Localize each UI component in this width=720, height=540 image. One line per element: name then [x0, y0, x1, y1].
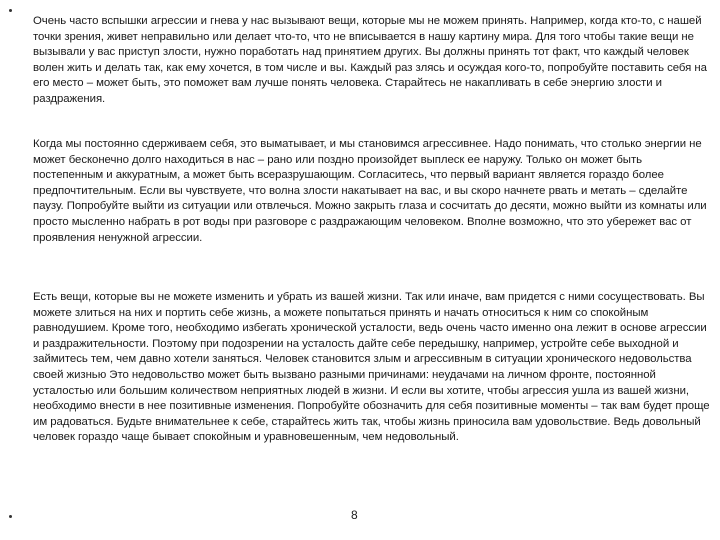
paragraph-3: Есть вещи, которые вы не можете изменить и убрать из вашей жизни. Так или иначе, вам придется с ними сосуществовать. Вы можете злиться на них и портить себе жизнь, а можете попытаться принять и начать относиться к ним со спокойным равнодушием. Кроме того, необходимо избегать хронической усталости, ведь очень часто именно она лежит в основе агрессии и раздражительности. Поэтому при подозрении на усталость дайте себе передышку, например, устройте себе выходной и займитесь тем, чем давно хотели заняться. Человек становится злым и агрессивным в ситуации хронического недовольства своей жизнью Это недовольство может быть вызвано разными причинами: неудачами на личном фронте, постоянной усталостью или большим количеством неприятных людей в жизни. И если вы хотите, чтобы агрессия ушла из вашей жизни, необходимо внести в нее позитивные изменения. Попробуйте обозначить для себя позитивные моменты – так вам будет проще им радоваться. Будьте внимательнее к себе, старайтесь жить так, чтобы жизнь приносила вам удовольствие. Ведь довольный человек гораздо чаще бывает спокойным и уравновешенным, чем недовольный.: [33, 291, 710, 444]
bullet-marker: [9, 515, 12, 518]
paragraph-1: Очень часто вспышки агрессии и гнева у нас вызывают вещи, которые мы не можем принять. Например, когда кто-то, с нашей точки зрения, живет неправильно или делает что-то, что не вписывается в нашу картину мира. Для того чтобы такие вещи не вызывали у вас приступ злости, нужно поработать над принятием других. Вы должны принять тот факт, что каждый человек волен жить и делать так, как ему хочется, в том числе и вы. Каждый раз злясь и осуждая кого-то, попробуйте поставить себя на его место – может быть, это поможет вам лучше понять человека. Старайтесь не накапливать в себе энергию злости и раздражения.: [33, 15, 707, 105]
paragraph-2: Когда мы постоянно сдерживаем себя, это выматывает, и мы становимся агрессивнее. Надо понимать, что столько энергии не может бесконечно долго находиться в нас – рано или поздно произойдет выплеск ее наружу. Только он может быть постепенным и аккуратным, а может быть всеразрушающим. Согласитесь, что первый вариант является гораздо более предпочтительным. Если вы чувствуете, что волна злости накатывает на вас, и вы скоро начнете рвать и метать – сделайте паузу. Попробуйте выйти из ситуации или отвлечься. Можно закрыть глаза и сосчитать до десяти, можно выйти из комнаты или просто мысленно набрать в рот воды при разговоре с раздражающим человеком. Вполне возможно, что это убережет вас от проявления ненужной агрессии.: [33, 138, 707, 244]
page-number: 8: [351, 508, 358, 522]
bullet-marker: [9, 9, 12, 12]
